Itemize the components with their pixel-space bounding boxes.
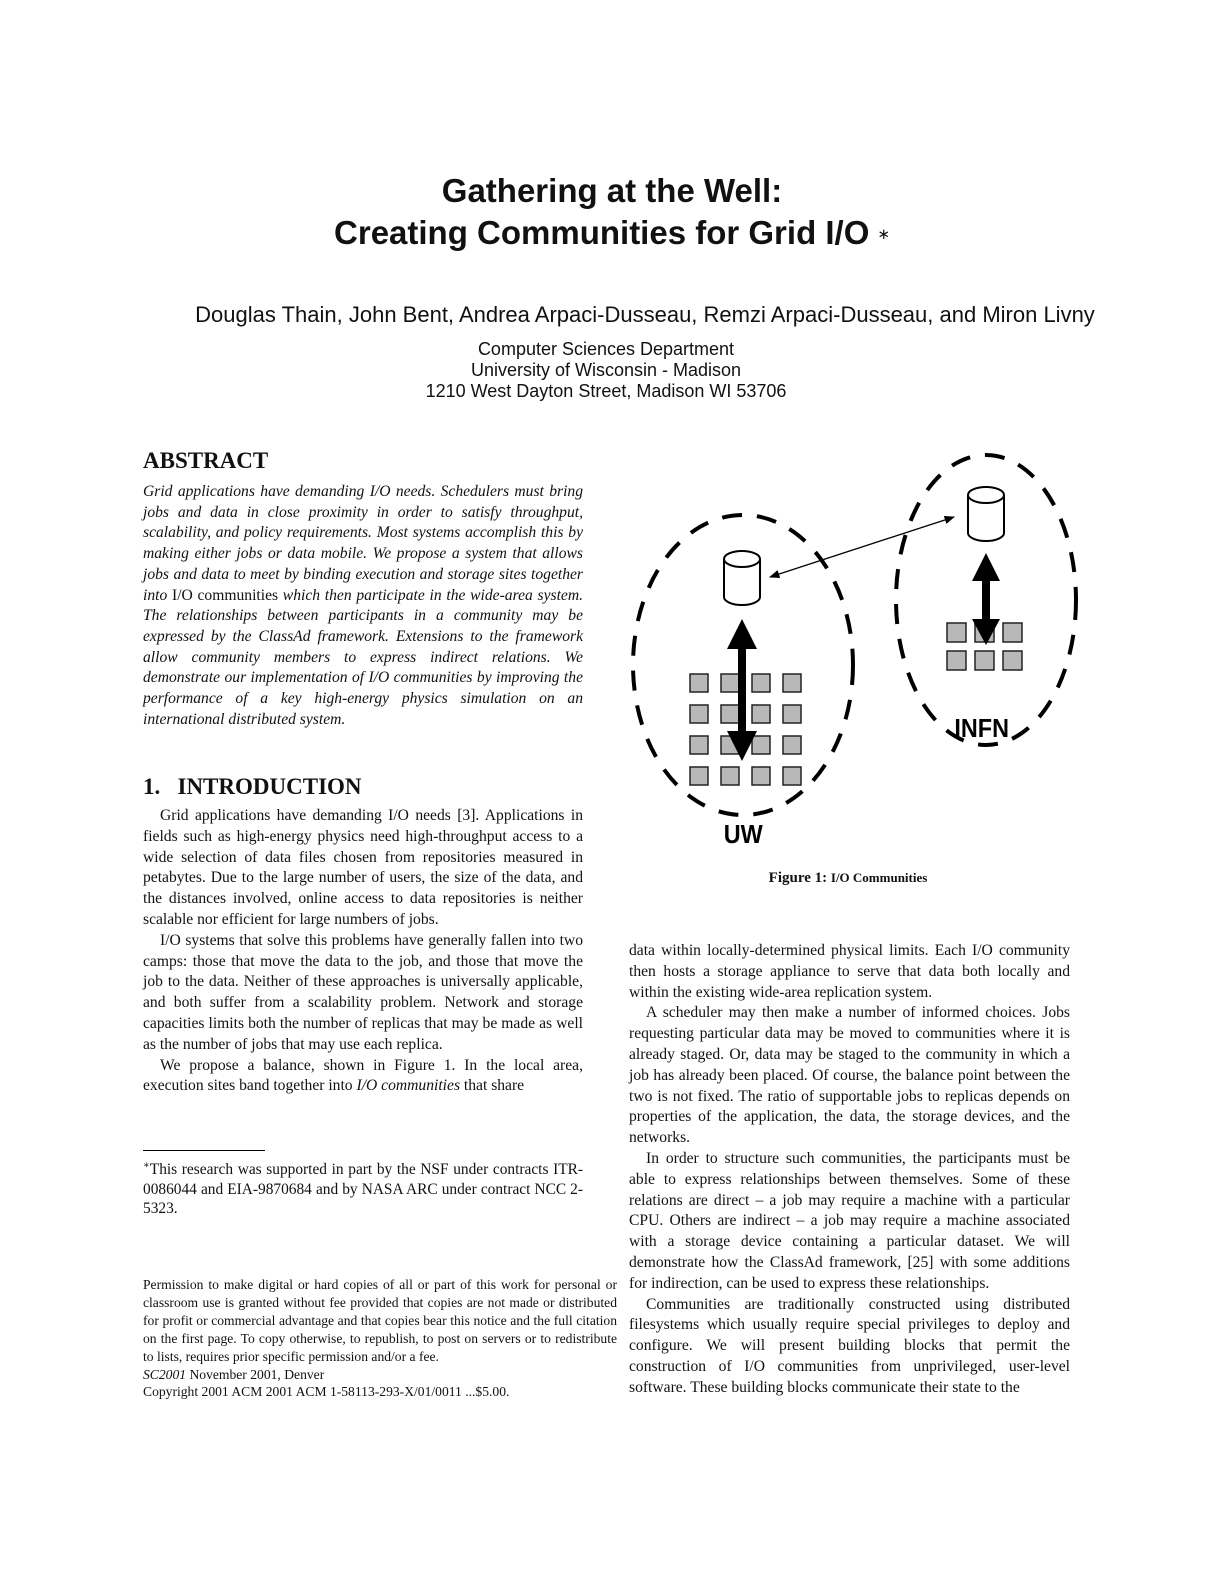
venue-line [143,1366,617,1384]
author-list: Douglas Thain, John Bent, Andrea Arpaci-Dusseau, Remzi Arpaci-Dusseau, and Miron Livny [195,302,1095,327]
infn-execution-site [1003,651,1022,670]
paper-title [0,170,1224,254]
right-paragraph-1: data within locally-determined physical limits. Each I/O community then hosts a storage appliance to serve that data both locally and within the existing wide-area replication system. [629,942,1070,1001]
title-line-2-text: Creating Communities for Grid I/O [334,214,870,251]
infn-execution-site [1003,623,1022,642]
abstract-text-part-1: Grid applications have demanding I/O needs. Schedulers must bring jobs and data in close proximity in order to satisfy throughput, scalability, and policy requirements. Most systems accomplish this by making either jobs or data mobile. We propose a system that allows jobs and data to meet by binding execution and storage sites together into [143,483,583,604]
affiliation-address: 1210 West Dayton Street, Madison WI 53706 [425,381,787,401]
footnote-rule [143,1150,265,1151]
affiliation-dept: Computer Sciences Department [477,339,735,359]
introduction-heading: 1. INTRODUCTION [143,774,362,799]
footnote [143,1156,583,1219]
wide-area-replication-arrow [770,517,954,577]
uw-execution-site [783,674,801,692]
uw-execution-site [752,674,770,692]
right-paragraph-4: Communities are traditionally constructed using distributed filesystems which usually require special privileges to deploy and configure. We will present building blocks that permit the construction of I/O communities from unprivileged, user-level software. These building blocks communicate their state to the [629,1295,1070,1396]
uw-execution-site [783,767,801,785]
uw-execution-site [690,767,708,785]
infn-execution-site [975,651,994,670]
right-paragraph-2: A scheduler may then make a number of informed choices. Jobs requesting particular data may be moved to communities where it is already staged. Or, data may be staged to the community in which a job has already been placed. Of course, the balance point between the two is not fixed. The ratio of supportable jobs to replicas depends on properties of the application, the data, the storage devices, and the networks. [629,1004,1070,1147]
copyright-line: Copyright 2001 ACM 2001 ACM 1-58113-293-X/01/0011 ...$5.00. [143,1384,510,1400]
footnote-text: This research was supported in part by the NSF under contracts ITR-0086044 and EIA-9870684 and by NASA ARC under contract NCC 2-5323. [143,1161,583,1218]
intro-paragraph-1: Grid applications have demanding I/O needs [3]. Applications in fields such as high-energy physics need high-throughput access to a wide selection of data files chosen from repositories measured in petabytes. Due to the large number of users, the size of the data, and the distances involved, online access to data repositories is neither scalable nor efficient for large numbers of jobs. [143,807,583,928]
title-line-1: Gathering at the Well: [441,172,783,209]
permission-notice [143,1276,617,1401]
intro-paragraph-3-term: I/O communities [356,1077,461,1095]
footnote-mark: ∗ [143,1160,150,1171]
uw-execution-site [721,767,739,785]
uw-execution-site [721,674,739,692]
uw-storage-cylinder [724,551,760,605]
uw-execution-site [783,736,801,754]
uw-execution-site [783,705,801,723]
uw-execution-site [752,705,770,723]
abstract-text [143,482,583,730]
uw-execution-site [752,736,770,754]
permission-text: Permission to make digital or hard copies of all or part of this work for personal or classroom use is granted without fee provided that copies are not made or distributed for profit or commercial advantage and that copies bear this notice and the full citation on the first page. To copy otherwise, to republish, to post on servers or to redistribute to lists, requires prior specific permission and/or a fee. [143,1277,617,1364]
uw-label: UW [723,820,763,845]
intro-paragraph-3-part-1: We propose a balance, shown in Figure 1. In the local area, execution sites band together into [143,1056,583,1095]
intro-paragraph-2: I/O systems that solve this problems have generally fallen into two camps: those that move the data to the job, and those that move the job to the data. Neither of these approaches is universally applicable, and both suffer from a scalability problem. Network and storage capacities limits both the number of replicas that may be made as well as the number of jobs that may use each replica. [143,931,583,1053]
affiliation [0,339,1212,402]
affiliation-university: University of Wisconsin - Madison [470,360,742,380]
right-paragraph-3: In order to structure such communities, the participants must be able to express relationships between themselves. Some of these relations are direct – a job may require a machine with a particular CPU. Others are indirect – a job may require a machine associated with a storage device containing a particular dataset. We will demonstrate how the ClassAd framework, [25] with some additions for indirection, can be used to express these relationships. [629,1149,1070,1292]
uw-execution-site [690,674,708,692]
figure-io-communities [628,445,1078,845]
venue-name: SC2001 [143,1366,187,1382]
title-footnote-mark: ∗ [877,226,890,243]
title-line-2 [0,212,1224,254]
infn-execution-site [947,651,966,670]
infn-execution-site [947,623,966,642]
figure-caption-text: I/O Communities [830,870,928,885]
uw-execution-site [752,767,770,785]
venue-date: November 2001, Denver [186,1366,325,1382]
uw-execution-site [721,705,739,723]
figure-caption-prefix: Figure 1: [768,870,831,886]
abstract-heading: ABSTRACT [143,448,269,473]
introduction-body [143,806,583,1097]
intro-paragraph-3 [143,1056,583,1098]
figure-caption [628,870,1068,887]
infn-label: INFN [954,714,1009,744]
abstract-text-part-2: which then participate in the wide-area system. The relationships between participants in a community may be expressed by the ClassAd framework. Extensions to the framework allow community members to express indirect relations. We demonstrate our implementation of I/O communities by improving the performance of a key high-energy physics simulation on an international distributed system. [143,586,583,728]
uw-execution-site [690,705,708,723]
infn-storage-cylinder [968,487,1004,541]
right-column-body [629,941,1070,1399]
uw-execution-site [690,736,708,754]
intro-paragraph-3-part-2: that share [460,1077,525,1095]
abstract-text-term: I/O communities [172,586,279,604]
